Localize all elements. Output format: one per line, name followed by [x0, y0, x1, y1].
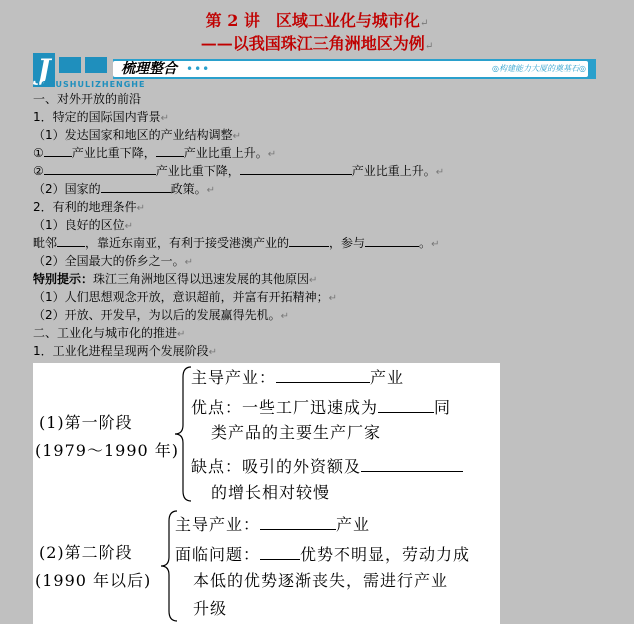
text-line: （2）国家的 政策。↵	[33, 182, 216, 196]
text-line: （2）开放、开发早，为以后的发展赢得先机。↵	[33, 308, 290, 322]
banner-pinyin: ICHUSHULIZHENGHE	[37, 80, 146, 89]
text-line: 毗邻 ，靠近东南亚，有利于接受港澳产业的 ，参与 。↵	[33, 236, 440, 250]
text-line: ② 产业比重下降， 产业比重上升。↵	[33, 164, 445, 178]
stages-figure	[33, 363, 500, 624]
banner-slogan: ◎构建能力大厦的奠基石◎	[492, 64, 586, 73]
answer-blank[interactable]	[378, 396, 434, 413]
answer-blank[interactable]	[44, 144, 72, 157]
heading-1: 一、对外开放的前沿	[33, 92, 142, 106]
s1-dis-cont: 的增长相对较慢	[211, 483, 331, 502]
answer-blank[interactable]	[101, 180, 171, 193]
section-banner	[33, 53, 596, 91]
paragraph-mark: ↵	[419, 18, 429, 29]
banner-label: 梳理整合	[121, 61, 177, 77]
answer-blank[interactable]	[57, 234, 85, 247]
brace-icon	[173, 365, 193, 503]
subheading: 1．特定的国际国内背景↵	[33, 110, 170, 124]
answer-blank[interactable]	[361, 455, 463, 472]
heading-2: 二、工业化与城市化的推进↵	[33, 326, 186, 340]
s2-face-cont: 本低的优势逐渐丧失，需进行产业	[193, 571, 449, 590]
answer-blank[interactable]	[260, 543, 300, 560]
s2-face-end: 升级	[193, 599, 228, 618]
text-line: （1）良好的区位↵	[33, 218, 134, 232]
text-line: （1）发达国家和地区的产业结构调整↵	[33, 128, 242, 142]
banner-initial: J	[33, 53, 55, 87]
s2-lead: 主导产业： 产业	[175, 515, 371, 534]
text-line: （1）人们思想观念开放，意识超前，并富有开拓精神；↵	[33, 290, 338, 304]
paragraph-mark: ↵	[424, 41, 434, 52]
answer-blank[interactable]	[276, 366, 370, 383]
text-line: ① 产业比重下降， 产业比重上升。↵	[33, 146, 277, 160]
s1-dis: 缺点：吸引的外资额及	[191, 455, 463, 477]
stage2-name: (2)第二阶段	[39, 543, 133, 562]
stage1-period: (1979～1990 年)	[35, 441, 180, 460]
answer-blank[interactable]	[260, 513, 336, 530]
subheading: 2．有利的地理条件↵	[33, 200, 146, 214]
title-line-2: ——以我国珠江三角洲地区为例↵	[200, 34, 434, 53]
stage2-period: (1990 年以后)	[35, 571, 152, 590]
answer-blank[interactable]	[44, 162, 156, 175]
answer-blank[interactable]	[289, 234, 329, 247]
answer-blank[interactable]	[365, 234, 419, 247]
s1-adv-cont: 类产品的主要生产厂家	[211, 423, 382, 442]
banner-dots: •••	[186, 62, 211, 76]
title-line-1: 第 2 讲 区域工业化与城市化↵	[205, 11, 429, 30]
answer-blank[interactable]	[156, 144, 184, 157]
subheading: 1．工业化进程呈现两个发展阶段↵	[33, 344, 218, 358]
tip-line: 特别提示：珠江三角洲地区得以迅速发展的其他原因↵	[33, 272, 318, 286]
s1-lead: 主导产业： 产业	[191, 368, 405, 387]
banner-block	[59, 57, 81, 73]
banner-block	[85, 57, 107, 73]
s1-adv: 优点：一些工厂迅速成为 同	[191, 398, 452, 417]
answer-blank[interactable]	[240, 162, 352, 175]
text-line: （2）全国最大的侨乡之一。↵	[33, 254, 194, 268]
stage1-name: (1)第一阶段	[39, 413, 133, 432]
s2-face: 面临问题： 优势不明显，劳动力成	[175, 545, 471, 564]
